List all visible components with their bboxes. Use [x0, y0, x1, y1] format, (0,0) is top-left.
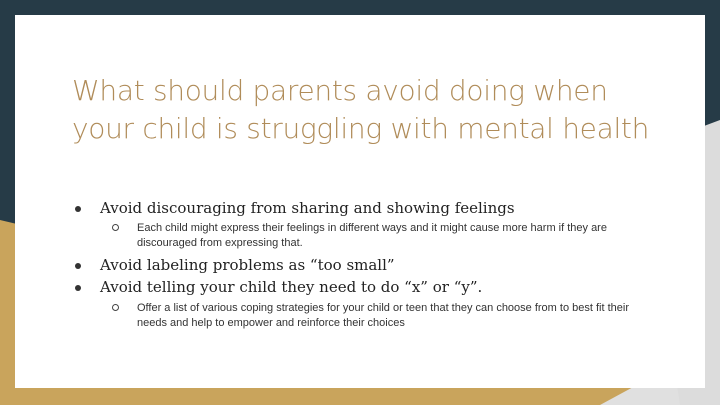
slide-title	[72, 72, 672, 148]
bullet-text: Avoid labeling problems as “too small”	[100, 256, 395, 274]
bullet-dot-icon	[75, 285, 81, 291]
slide-title-line-2: your child is struggling with mental health	[72, 112, 650, 145]
slide-title-line-1: What should parents avoid doing when	[72, 74, 608, 107]
sub-bullet-text: Offer a list of various coping strategies for your child or teen that they can choose from to best fit their needs and help to empower and reinforce their choices	[137, 302, 629, 329]
bullet-dot-icon	[75, 263, 81, 269]
sub-bullet-text: Each child might express their feelings in different ways and it might cause more harm if they are discouraged from expressing that.	[137, 222, 607, 249]
bullet-text: Avoid telling your child they need to do “x” or “y”.	[100, 278, 483, 296]
sub-bullet-circle-icon	[112, 224, 119, 231]
sub-bullet-circle-icon	[112, 304, 119, 311]
bullet-text: Avoid discouraging from sharing and showing feelings	[100, 199, 515, 217]
bullet-dot-icon	[75, 206, 81, 212]
